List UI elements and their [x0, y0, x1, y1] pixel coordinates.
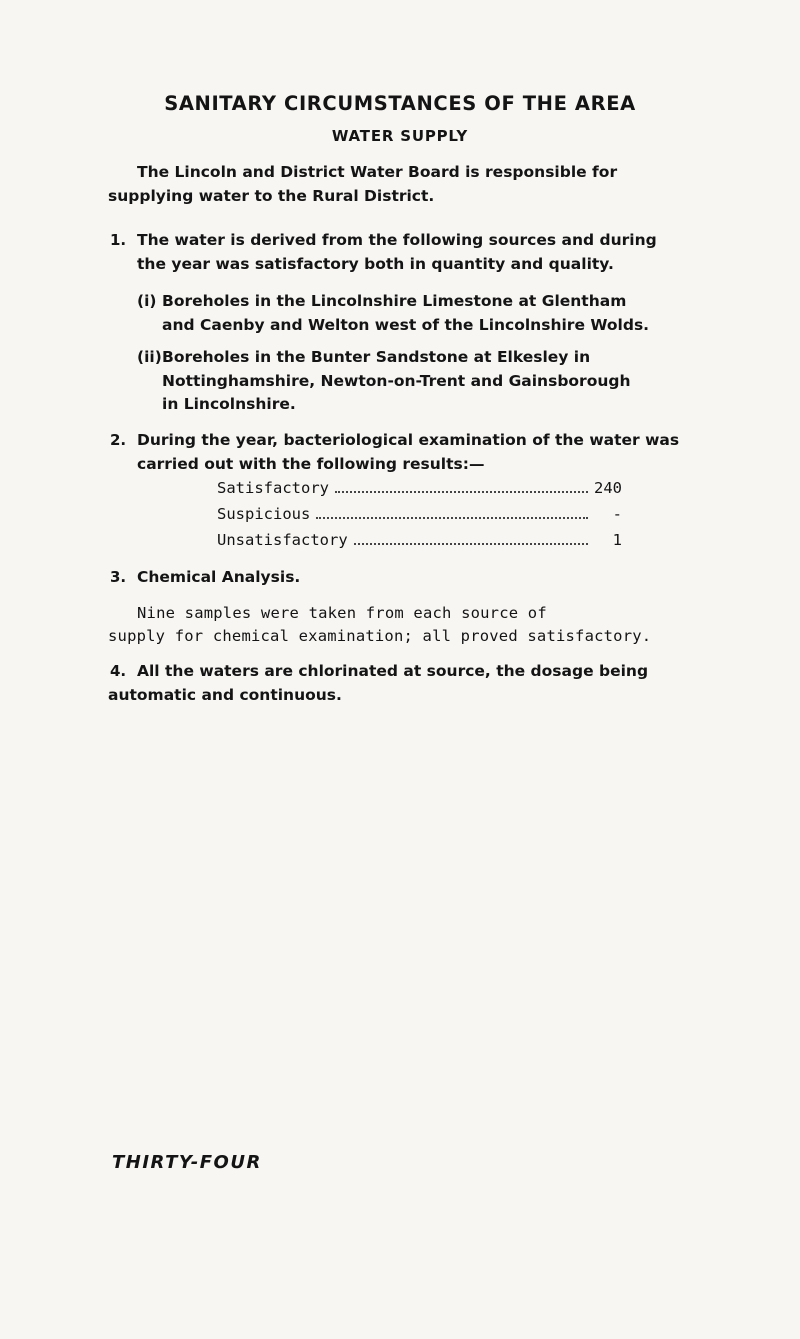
- intro-line-1: The Lincoln and District Water Board is responsible for: [137, 163, 618, 181]
- source-i-line-2: and Caenby and Welton west of the Lincolnshire Wolds.: [162, 316, 650, 334]
- page-number-footer: THIRTY-FOUR: [112, 1152, 262, 1173]
- result-value: 240: [594, 479, 622, 497]
- source-ii-line-2: Nottinghamshire, Newton-on-Trent and Gainsborough: [162, 372, 631, 390]
- result-value: 1: [612, 531, 622, 549]
- dot-leader: [354, 542, 588, 545]
- item-4-number: 4.: [110, 662, 127, 680]
- source-ii-line-3: in Lincolnshire.: [162, 395, 296, 413]
- item-3-line-2: supply for chemical examination; all proved satisfactory.: [108, 627, 652, 645]
- dot-leader: [335, 490, 588, 493]
- result-row: [217, 479, 622, 497]
- result-label: Satisfactory: [217, 479, 329, 497]
- item-2-number: 2.: [110, 431, 127, 449]
- result-row: [217, 531, 622, 549]
- source-ii-line-1: Boreholes in the Bunter Sandstone at Elkesley in: [162, 348, 591, 366]
- page-title: SANITARY CIRCUMSTANCES OF THE AREA: [164, 92, 636, 115]
- item-3-line-1: Nine samples were taken from each source of: [137, 604, 547, 622]
- result-value: -: [612, 505, 622, 523]
- section-subtitle: WATER SUPPLY: [331, 127, 469, 145]
- item-1-number: 1.: [110, 231, 127, 249]
- item-3-heading: Chemical Analysis.: [137, 568, 301, 586]
- item-2-line-2: carried out with the following results:—: [137, 455, 485, 473]
- source-i-line-1: Boreholes in the Lincolnshire Limestone at Glentham: [162, 292, 627, 310]
- item-4-line-1: All the waters are chlorinated at source, the dosage being: [137, 662, 649, 680]
- item-2-line-1: During the year, bacteriological examination of the water was: [137, 431, 680, 449]
- source-i-marker: (i): [137, 292, 157, 310]
- source-ii-marker: (ii): [137, 348, 162, 366]
- result-label: Suspicious: [217, 505, 311, 523]
- intro-line-2: supplying water to the Rural District.: [108, 187, 435, 205]
- item-1-line-1: The water is derived from the following sources and during: [137, 231, 657, 249]
- item-3-number: 3.: [110, 568, 127, 586]
- result-label: Unsatisfactory: [217, 531, 348, 549]
- result-row: [217, 505, 622, 523]
- item-1-line-2: the year was satisfactory both in quantity and quality.: [137, 255, 614, 273]
- dot-leader: [316, 516, 588, 519]
- item-4-line-2: automatic and continuous.: [108, 686, 342, 704]
